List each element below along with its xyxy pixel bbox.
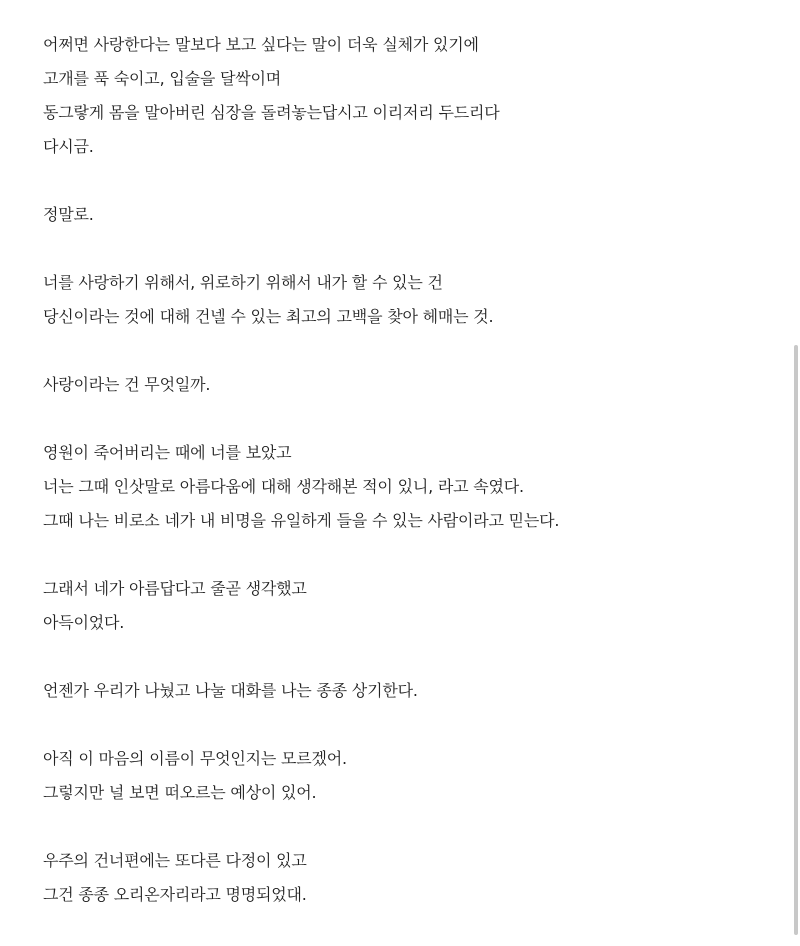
paragraph [43,266,783,334]
vertical-scrollbar[interactable] [790,0,800,944]
text-line: 우주의 건너편에는 또다른 다정이 있고 [43,851,307,870]
text-line: 아득이었다. [43,613,125,632]
paragraph [43,844,783,912]
poem-body [43,28,783,946]
text-line: 고개를 푹 숙이고, 입술을 달싹이며 [43,69,282,88]
paragraph [43,742,783,810]
paragraph [43,28,783,164]
paragraph [43,198,783,232]
text-line: 아직 이 마음의 이름이 무엇인지는 모르겠어. [43,749,347,768]
paragraph [43,572,783,640]
text-line: 정말로. [43,205,94,224]
text-line: 너는 그때 인삿말로 아름다움에 대해 생각해본 적이 있니, 라고 속였다. [43,477,524,496]
paragraph [43,674,783,708]
scrollbar-thumb[interactable] [794,345,798,935]
paragraph [43,368,783,402]
text-line: 그때 나는 비로소 네가 내 비명을 유일하게 들을 수 있는 사람이라고 믿는다. [43,511,560,530]
text-line: 그래서 네가 아름답다고 줄곧 생각했고 [43,579,307,598]
text-line: 영원이 죽어버리는 때에 너를 보았고 [43,443,292,462]
text-line: 그건 종종 오리온자리라고 명명되었대. [43,885,307,904]
text-line: 어쩌면 사랑한다는 말보다 보고 싶다는 말이 더욱 실체가 있기에 [43,35,479,54]
paragraph [43,436,783,538]
text-line: 당신이라는 것에 대해 건넬 수 있는 최고의 고백을 찾아 헤매는 것. [43,307,494,326]
text-line: 그렇지만 널 보면 떠오르는 예상이 있어. [43,783,317,802]
text-line: 동그랗게 몸을 말아버린 심장을 돌려놓는답시고 이리저리 두드리다 [43,103,500,122]
text-line: 언젠가 우리가 나눴고 나눌 대화를 나는 종종 상기한다. [43,681,418,700]
text-line: 사랑이라는 건 무엇일까. [43,375,211,394]
text-line: 너를 사랑하기 위해서, 위로하기 위해서 내가 할 수 있는 건 [43,273,443,292]
text-line: 다시금. [43,137,94,156]
